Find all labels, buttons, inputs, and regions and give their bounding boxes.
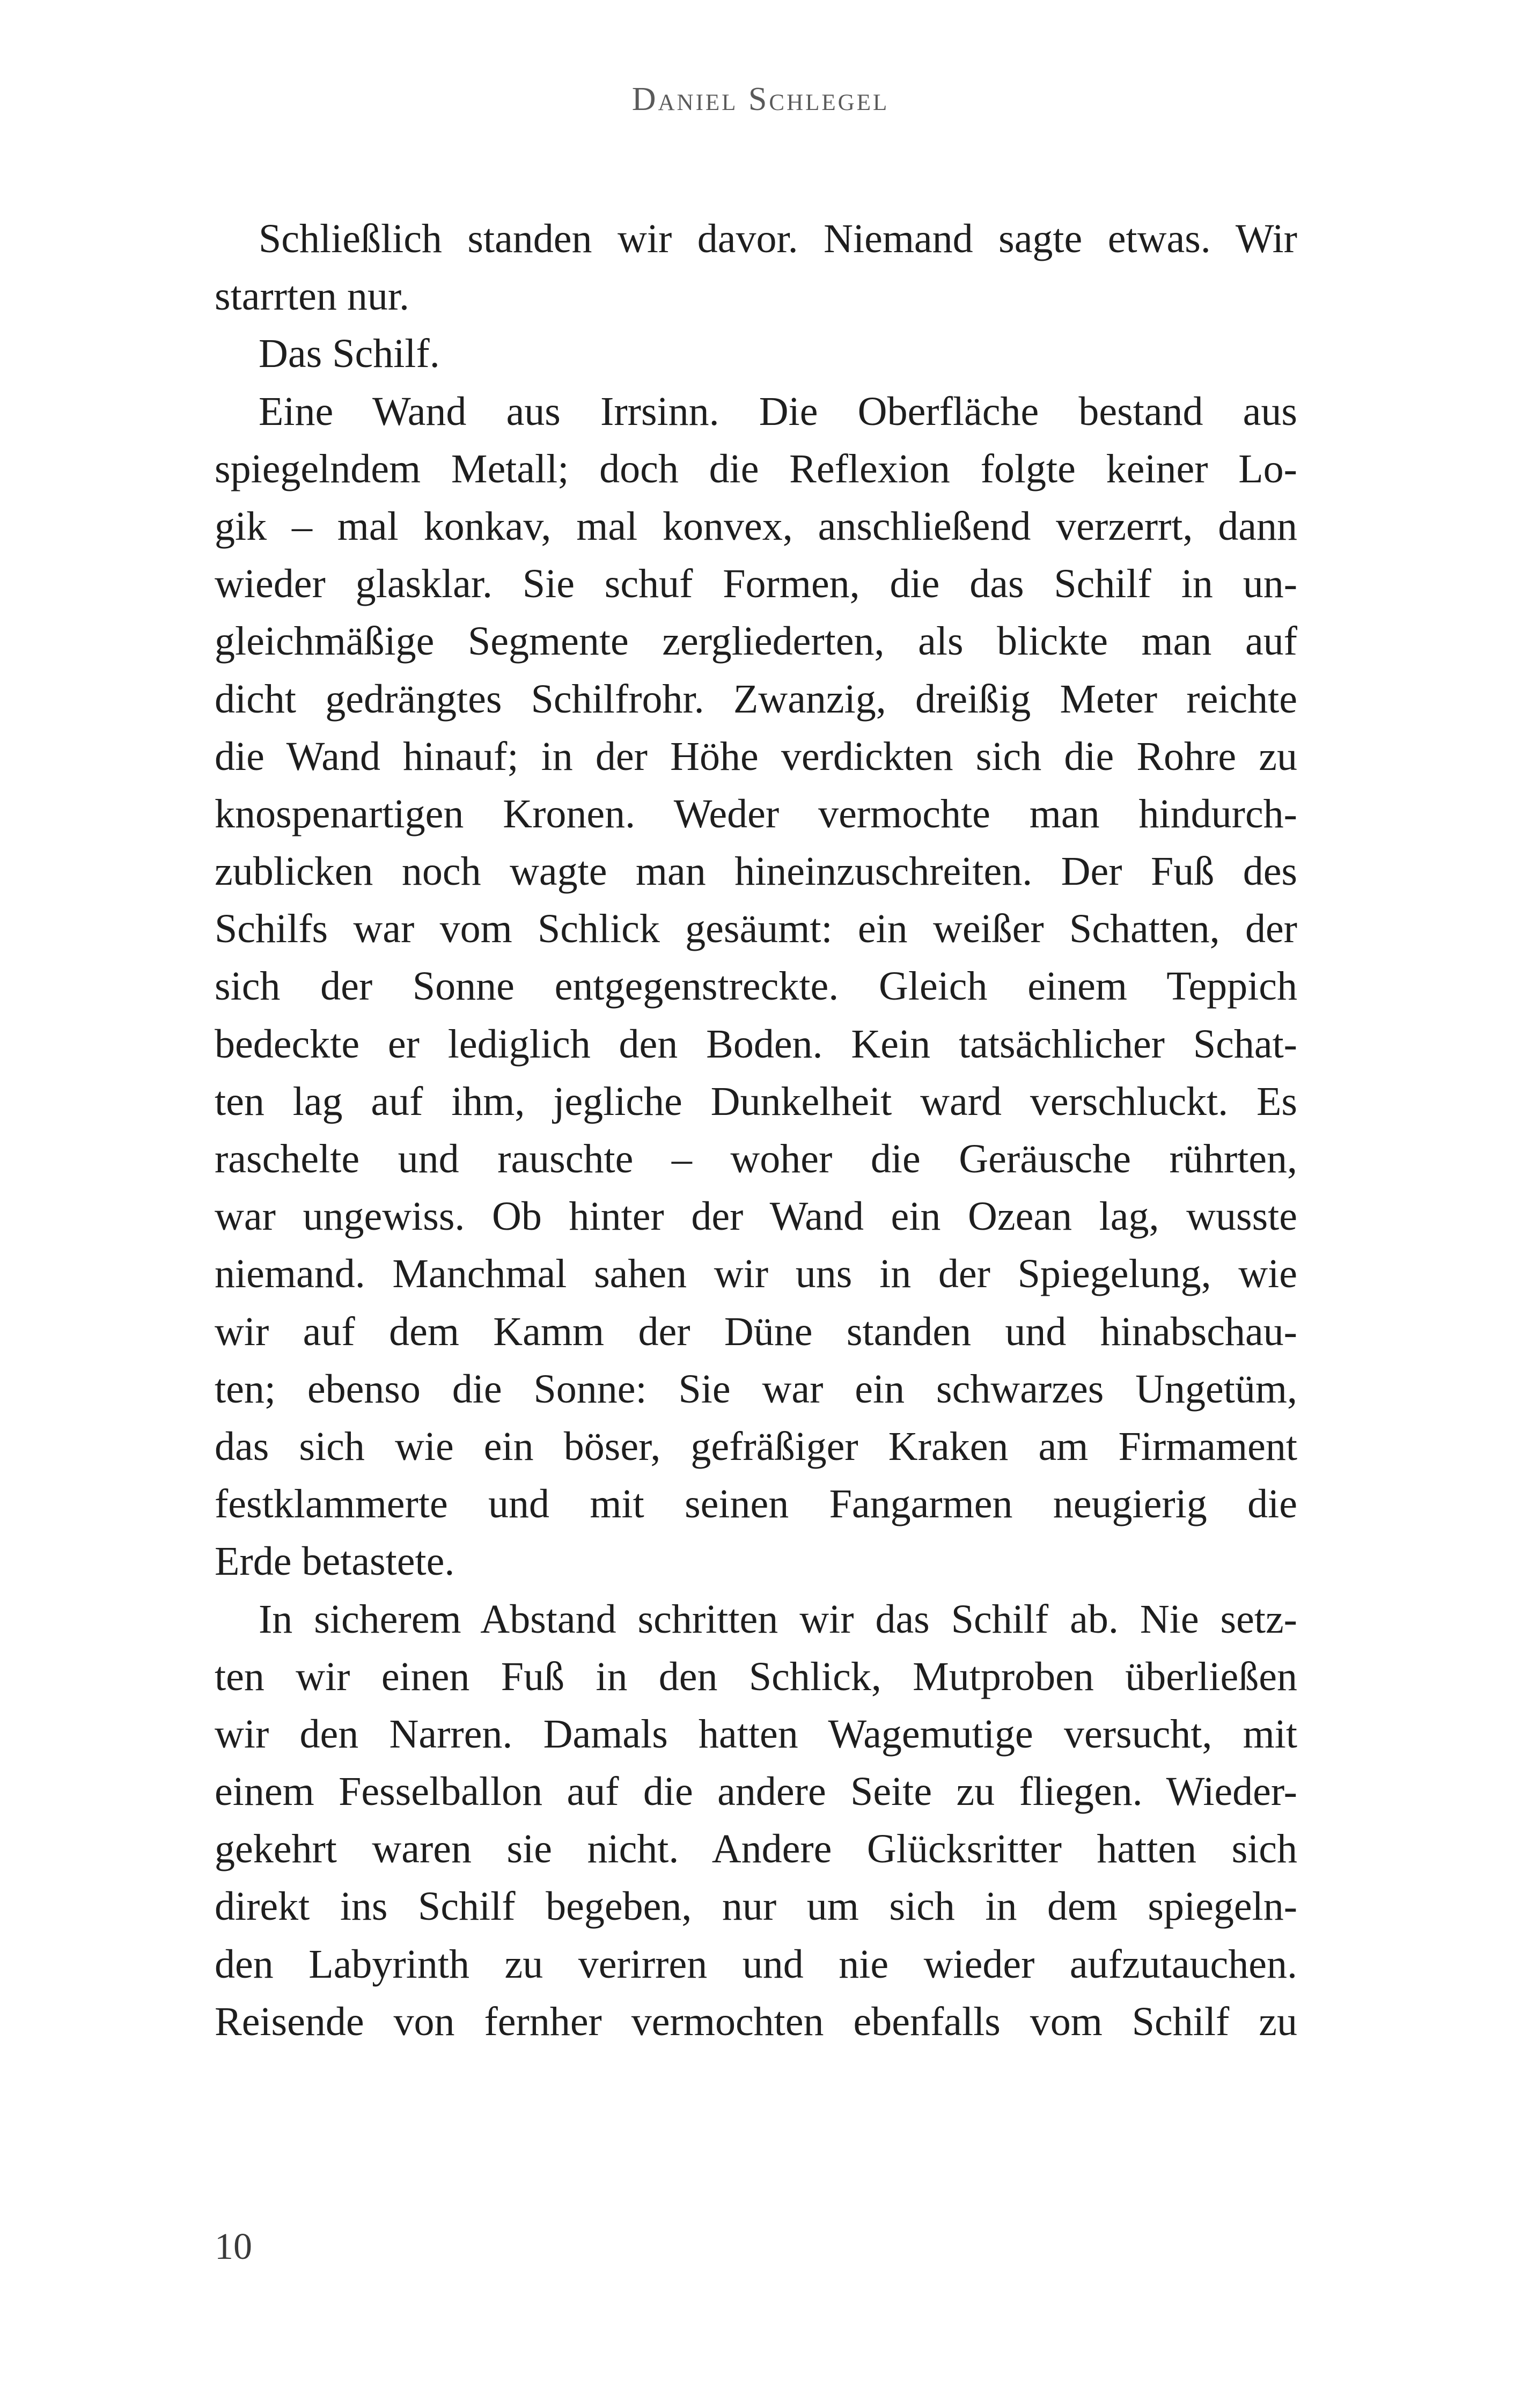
text-line: zublicken noch wagte man hineinzuschreiten. Der Fuß des	[215, 849, 1297, 894]
text-line: Das Schilf.	[259, 331, 440, 377]
text-line: gekehrt waren sie nicht. Andere Glücksritter hatten sich	[215, 1826, 1297, 1872]
text-line: niemand. Manchmal sahen wir uns in der Spiegelung, wie	[215, 1251, 1297, 1297]
text-line: raschelte und rauschte – woher die Geräusche rührten,	[215, 1136, 1297, 1181]
text-line: spiegelndem Metall; doch die Reflexion folgte keiner Lo-	[215, 446, 1297, 491]
text-line: festklammerte und mit seinen Fangarmen neugierig die	[215, 1481, 1297, 1527]
text-line: Eine Wand aus Irrsinn. Die Oberfläche bestand aus	[259, 388, 1297, 434]
text-line: einem Fesselballon auf die andere Seite zu fliegen. Wieder-	[215, 1769, 1297, 1815]
text-line: Schilfs war vom Schlick gesäumt: ein weißer Schatten, der	[215, 906, 1297, 952]
text-line: dicht gedrängtes Schilfrohr. Zwanzig, dreißig Meter reichte	[215, 676, 1297, 722]
text-line: In sicherem Abstand schritten wir das Schilf ab. Nie setz-	[259, 1596, 1297, 1642]
text-line: das sich wie ein böser, gefräßiger Kraken am Firmament	[215, 1423, 1297, 1469]
text-line: bedeckte er lediglich den Boden. Kein tatsächlicher Schat-	[215, 1021, 1297, 1067]
body-text	[215, 210, 1297, 2051]
text-line: sich der Sonne entgegenstreckte. Gleich einem Teppich	[215, 964, 1297, 1009]
text-line: ten wir einen Fuß in den Schlick, Mutproben überließen	[215, 1654, 1297, 1699]
text-line: ten lag auf ihm, jegliche Dunkelheit ward verschluckt. Es	[215, 1078, 1297, 1124]
running-head-author: Daniel Schlegel	[631, 81, 890, 118]
text-line: direkt ins Schilf begeben, nur um sich in dem spiegeln-	[215, 1884, 1297, 1929]
text-line: wir den Narren. Damals hatten Wagemutige versucht, mit	[215, 1711, 1297, 1757]
text-line: Schließlich standen wir davor. Niemand sagte etwas. Wir	[259, 216, 1297, 261]
text-line: Reisende von fernher vermochten ebenfalls vom Schilf zu	[215, 1999, 1297, 2044]
text-line: den Labyrinth zu verirren und nie wieder aufzutauchen.	[215, 1941, 1297, 1987]
text-line: starrten nur.	[215, 274, 410, 319]
text-line: war ungewiss. Ob hinter der Wand ein Ozean lag, wusste	[215, 1194, 1297, 1239]
page-number: 10	[215, 2226, 252, 2267]
text-line: wieder glasklar. Sie schuf Formen, die das Schilf in un-	[215, 561, 1297, 607]
text-line: knospenartigen Kronen. Weder vermochte man hindurch-	[215, 791, 1297, 836]
text-line: die Wand hinauf; in der Höhe verdickten sich die Rohre zu	[215, 733, 1297, 779]
text-line: ten; ebenso die Sonne: Sie war ein schwarzes Ungetüm,	[215, 1366, 1297, 1412]
text-line: wir auf dem Kamm der Düne standen und hinabschau-	[215, 1309, 1297, 1354]
text-line: gik – mal konkav, mal konvex, anschließend verzerrt, dann	[215, 503, 1297, 549]
text-line: Erde betastete.	[215, 1539, 455, 1584]
text-line: gleichmäßige Segmente zergliederten, als blickte man auf	[215, 619, 1297, 664]
